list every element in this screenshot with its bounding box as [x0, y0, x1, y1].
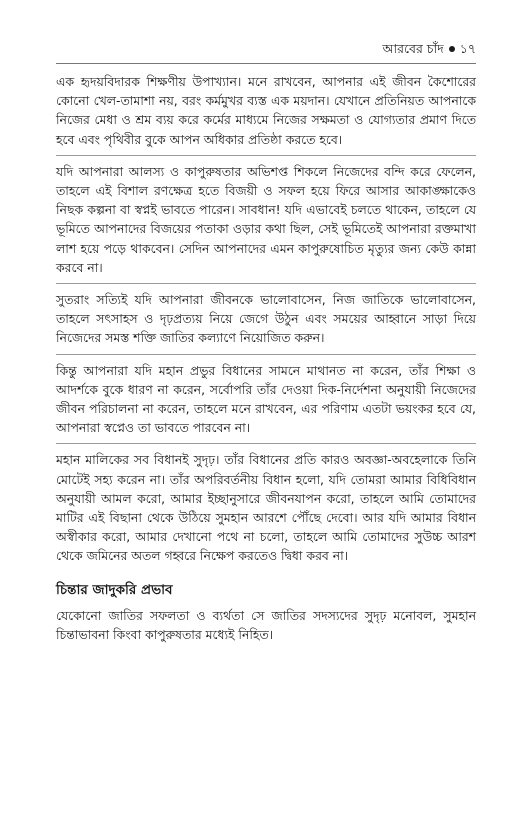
- body-paragraph-3: সুতরাং সত্যিই যদি আপনারা জীবনকে ভালোবাসেন, নিজ জাতিকে ভালোবাসেন, তাহলে সৎসাহস ও দৃঢ়প্রত্যয় নিয়ে জেগে উঠুন এবং সময়ের আহ্বানে সাড়া দিয়ে নিজেদের সমস্ত শক্তি জাতির কল্যাণে নিয়োজিত করুন।: [56, 292, 476, 346]
- body-paragraph-1: এক হৃদয়বিদারক শিক্ষণীয় উপাখ্যান। মনে রাখবেন, আপনার এই জীবন কৈশোরের কোনো খেল-তামাশা নয়, বরং কর্মমুখর ব্যস্ত এক ময়দান। যেখানে প্রতিনিয়ত আপনাকে নিজের মেধা ও শ্রম ব্যয় করে কর্মের মাধ্যমে নিজের সক্ষমতা ও যোগ্যতার প্রমাণ দিতে হবে এবং পৃথিবীর বুকে আপন অধিকার প্রতিষ্ঠা করতে হবে।: [56, 74, 476, 147]
- paragraph-divider: [56, 283, 476, 284]
- header-rule: [56, 63, 476, 64]
- running-title: আরবের চাঁদ: [382, 41, 444, 56]
- paragraph-divider: [56, 443, 476, 444]
- running-header: [56, 40, 476, 62]
- paragraph-divider: [56, 155, 476, 156]
- body-paragraph-4: কিন্তু আপনারা যদি মহান প্রভুর বিধানের সামনে মাথানত না করেন, তাঁর শিক্ষা ও আদর্শকে বুকে ধারণ না করেন, সর্বোপরি তাঁর দেওয়া দিক-নির্দেশনা অনুযায়ী নিজেদের জীবন পরিচালনা না করেন, তাহলে মনে রাখবেন, এর পরিণাম এতটা ভয়ংকর হবে যে, আপনারা স্বপ্নেও তা ভাবতে পারবেন না।: [56, 362, 476, 436]
- bullet-separator: [449, 46, 455, 52]
- section-heading: চিন্তার জাদুকরি প্রভাব: [56, 581, 173, 598]
- paragraph-divider: [56, 354, 476, 355]
- book-page: [56, 40, 476, 650]
- body-paragraph-5: মহান মালিকের সব বিধানই সুদৃঢ়। তাঁর বিধানের প্রতি কারও অবজ্ঞা-অবহেলাকে তিনি মোটেই সহ্য করেন না। তাঁর অপরিবর্তনীয় বিধান হলো, যদি তোমরা আমার বিধিবিধান অনুযায়ী আমল করো, আমার ইচ্ছানুসারে জীবনযাপন করো, তাহলে আমি তোমাদের মাটির এই বিছানা থেকে উঠিয়ে সুমহান আরশে পৌঁছে দেবো। আর যদি আমার বিধান অস্বীকার করো, আমার দেখানো পথে না চলো, তাহলে আমি তোমাদের সুউচ্চ আরশ থেকে জমিনের অতল গহ্বরে নিক্ষেপ করতেও দ্বিধা করব না।: [56, 452, 476, 564]
- body-paragraph-2: যদি আপনারা আলস্য ও কাপুরুষতার অভিশপ্ত শিকলে নিজেদের বন্দি করে ফেলেন, তাহলে এই বিশাল রণক্ষেত্র হতে বিজয়ী ও সফল হয়ে ফিরে আসার আকাঙ্ক্ষাকেও নিছক কল্পনা বা স্বপ্নই ভাবতে পারেন। সাবধান! যদি এভাবেই চলতে থাকেন, তাহলে যে ভূমিতে আপনাদের বিজয়ের পতাকা ওড়ার কথা ছিল, সেই ভূমিতেই আপনারা রক্তমাখা লাশ হয়ে পড়ে থাকবেন। সেদিন আপনাদের এমন কাপুরুষোচিত মৃত্যুর জন্য কেউ কান্না করবে না।: [56, 163, 476, 275]
- page-number: ১৭: [459, 41, 476, 56]
- section-paragraph: যেকোনো জাতির সফলতা ও ব্যর্থতা সে জাতির সদস্যদের সুদৃঢ় মনোবল, সুমহান চিন্তাভাবনা কিংবা কাপুরুষতার মধ্যেই নিহিত।: [56, 607, 476, 642]
